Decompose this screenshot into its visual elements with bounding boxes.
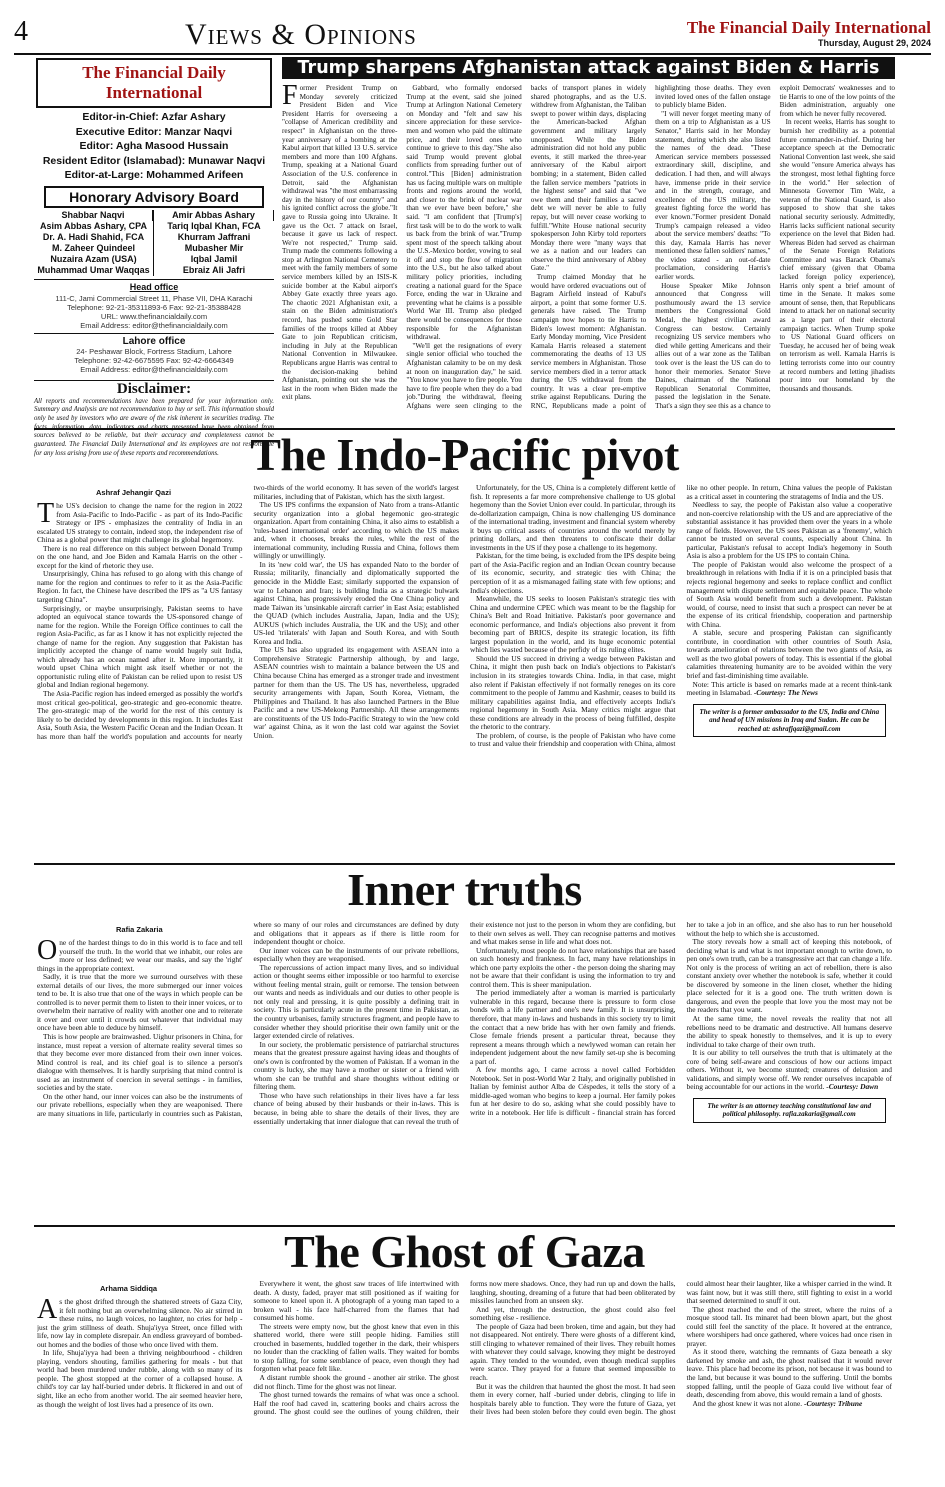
paragraph: A distant rumble shook the ground - another air strike. The ghost did not flinch. Time for the ghost was not linear.	[253, 1373, 459, 1391]
paragraph: ormer President Trump on Monday severely criticized President Biden and Vice President Harris for overseeing a "collapse of American credibility and respect" in Afghanistan on the three-year anniversary of a bombing at the Kabul airport that killed 13 U.S. service members and more than 100 Afghans. Trump, speaking at a National Guard Association of the U.S. conference in Detroit, said the Afghanistan withdrawal was "the most embarrassing day in the history of our country" and his ignited conflict across the globe."It gave to Russia going into Ukraine. It gave us the Oct. 7 attack on Israel, because it gave us lack of respect. We're not respected," Trump said. Trump made the comments following a stop at Arlington National Cemetery to meet with the family members of some service members killed by an ISIS-K suicide bomber at the Kabul airport's Abbey Gate exactly three years ago. The chaotic 2021 Afghanistan exit, a stain on the Biden administration's record, has pushed some Gold Star families of the troops killed at Abbey Gate to join Republican criticism, including in July at the Republican National Convention in Milwaukee. Republicans argue Harris was central to the decision-making behind Afghanistan, pointing out she was the last in the room when Biden made the exit plans.	[282, 84, 398, 402]
author-note: The writer is a former ambassador to the US, India and China and head of UN missions in Iraq and Sudan. He can be reached at: ashrafjqazi@gmail.com	[693, 704, 887, 738]
paragraph: At the same time, the novel reveals the reality that not all rebellions need to be dramatic and destructive. All humans deserve the ability to speak honestly to themselves, and it is up to every individual to take charge of their own truth.	[686, 1014, 892, 1049]
dropcap: F	[282, 84, 298, 111]
closing-note: Note: This article is based on remarks made at a recent think-tank meeting in Islamabad.	[686, 679, 892, 698]
board-member: Tariq Iqbal Khan, FCA	[167, 220, 261, 231]
paragraph: Unfortunately, most people do not have relationships that are based on such honesty and frankness. In fact, many have relationships in which one party exploits the other - the person doing the sharing may not be aware that their confidant is using the information to try and control them. This is sheer manipulation.	[470, 945, 676, 989]
editor-line: Editor-at-Large: Mohammed Arifeen	[64, 169, 244, 181]
author-note: The writer is an attorney teaching constitutional law and political philosophy. rafia.zakaria@gmail.com	[693, 1098, 887, 1123]
paragraph: Unfortunately, for the US, China is a completely different kettle of fish. It represents a far more comprehensive challenge to US global hegemony than the Soviet Union ever could. In particular, through its de-dollarization campaign, China is now challenging US dominance of the international trading, investment and financial system whereby it buys up critical assets of countries around the world merely by printing dollars, and then threatens to confiscate their dollar investments in the US if they pose a challenge to its hegemony.	[470, 484, 676, 552]
editor-line: Editor: Agha Masood Hussain	[79, 140, 229, 152]
paragraph: There is no real difference on this subject between Donald Trump on the one hand, and Joe Biden and Kamala Harris on the other - except for the kind of rhetoric they use.	[37, 543, 243, 570]
paragraph: On the other hand, our inner voices can also be the instruments of our private rebellions, especially when they are weaponised. There are many situations in life, particularly in countries such as Pakistan, where so many of our roles and circumstances are defined by duty and obligations that it appears as if there is little room for independent thought or choice.	[37, 921, 459, 1118]
paragraph: Those who have such relationships in their lives have a far less chance of being abused by their husbands or their in-laws. This is because, in being able to share the details of their lives, they are essentially undertaking that inner dialogue that can reveal the truth of their existence not just to the person in whom they are confiding, but to their own selves as well. They can recognise patterns and motives and what makes sense in life and what does not.	[253, 921, 676, 1126]
paragraph: The period immediately after a woman is married is particularly vulnerable in this regard, because there is pressure to form close bonds with a life partner and one's new family. It is unsurprising, therefore, that many in-laws and husbands in this society try to limit the contact that a new bride has with her own family and friends. Close female friends present a particular threat, because they represent a means through which a newlywed woman can retain her independent judgement about the new family set-up she is becoming a part of.	[470, 988, 676, 1066]
paragraph: Surprisingly, or maybe unsurprisingly, Pakistan seems to have adopted an equivocal stance towards the US-sponsored change of name for the region. While the Foreign Office continues to call the region Asia-Pacific, as far as I know it has not explicitly rejected the change of name for the region. Any suggestion that Pakistan has implicitly accepted the change of name would hugely suit India, which already has an ocean named after it. More importantly, it would upset China which might ask itself whether or not the opportunistic ruling elite of Pakistan can be relied upon to resist US global and Indian regional hegemony.	[37, 603, 243, 690]
board-member: M. Zaheer Quindeel	[51, 242, 136, 253]
disclaimer-text: All reports and recommendations have been prepared for your information only. Summary and Analysis are not recommendation to buy or sell. This information should only be used by investors who are aware of the risk inherent in securities trading. The sources believed to be reliable, but their accuracy and completeness cannot be guaranteed. The Financial Daily International and its employees are not responsible for any loss arising from use of these reports and recommendations.	[34, 397, 274, 457]
courtesy: -Courtesy: The News	[753, 688, 818, 698]
indo-headline: The Indo-Pacific pivot	[250, 429, 679, 480]
address-line: 24- Peshawar Block, Fortress Stadium, Lahore	[76, 346, 232, 356]
head-office-address	[34, 294, 274, 334]
paragraph: The ghost reached the end of the street, where the ruins of a mosque stood tall. Its minaret had been blown apart, but the ghost could still feel the sanctity of the place. It hovered at the entrance, where worshipers had once gathered, where voices had once risen in prayer.	[686, 1304, 892, 1348]
dropcap: O	[37, 935, 58, 966]
paragraph: Needless to say, the people of Pakistan also value a cooperative and non-coercive relationship with the US and are appreciative of the substantial assistance it has provided them over the years in a whole range of fields. However, the US sees Pakistan as a 'frenemy', which cannot be trusted on several counts, especially about China. In particular, Pakistan's refusal to accept India's hegemony in South Asia is also a problem for the US IPS to contain China.	[686, 500, 892, 561]
board-member: Amir Abbas Ashary	[154, 210, 274, 221]
board-member: Asim Abbas Ashary, CPA	[39, 220, 148, 231]
address-line: 111-C, Jami Commercial Street 11, Phase VII, DHA Karachi	[55, 293, 253, 303]
courtesy: -Courtesy: Dawn	[826, 1082, 879, 1092]
paragraph: The streets were empty now, but the ghost knew that even in this shattered world, there were still people hiding. Families still crouched in basements, huddled together in the dark, their whispers no louder than the crackling of fallen walls. They waited for bombs to stop falling, for some semblance of peace, even though they had forgotten what peace felt like.	[253, 1321, 459, 1374]
advisory-board-title: Honorary Advisory Board	[44, 186, 264, 208]
paragraph: A stable, secure and prospering Pakistan can significantly contribute, in coordination with other countries of South Asia, towards amelioration of relations between the two giants of Asia, as well as the two global powers of today. This is essential if the global calamities threatening humanity are to be avoided within the very brief and fast-diminishing time available.	[686, 628, 892, 681]
editor-line: Executive Editor: Manzar Naqvi	[75, 125, 233, 138]
masthead-box	[34, 58, 274, 457]
editor-line: Resident Editor (Islamabad): Munawar Naqvi	[42, 154, 266, 167]
paragraph: The problem, of course, is the people of Pakistan who have come to trust and value their friendship and cooperation with China, almost like no other people. In return, China values the people of Pakistan as a critical asset in countering the stratagems of India and the US.	[470, 484, 892, 749]
inner-article-body	[37, 921, 892, 1220]
paragraph: In recent weeks, Harris has sought to burnish her credibility as a potential future commander-in-chief. During her acceptance speech at the Democratic National Convention last week, she said she would "ensure America always has the strongest, most lethal fighting force in the world." Her selection of Minnesota Governor Tim Walz, a veteran of the National Guard, is also supposed to show that she takes national security seriously. Admittedly, Harris lacks sufficient national security experience on the level that Biden had. Whereas Biden had served as chairman of the Senate Foreign Relations Committee and was Barack Obama's chief emissary (given that Obama lacked foreign policy experience), Harris only spent a brief amount of time in the Senate. It makes some amount of sense, then, that Republicans intend to attack her on national security as a large part of their electoral campaign tactics. When Trump spoke to US National Guard officers on Tuesday, he accused her of being weak on terrorism as well. Kamala Harris is letting terrorists come into our country at record numbers and letting jihadists pour into our homeland by the thousands and thousands.	[779, 118, 895, 393]
disclaimer-title: Disclaimer:	[34, 380, 274, 398]
board-member: Dr. A. Hadi Shahid, FCA	[42, 231, 145, 242]
editor-line: Editor-in-Chief: Azfar Ashary	[82, 111, 226, 123]
paragraph: The Asia-Pacific region has indeed emerged as possibly the world's most critical geo-political, geo-strategic and geo-economic theatre. The geo-strategic map of the world for the rest of this century is likely to be decided by developments in this region. It includes East Asia, South Asia, the Western Pacific Ocean and the Indian Ocean. It has more than half the world's population and accounts for nearly two-thirds of the world economy. It has seven of the world's largest militaries, including that of Pakistan, which has the sixth largest.	[37, 484, 459, 741]
paragraph: Sadly, it is true that the more we surround ourselves with these external details of our lives, the more submerged our inner voices tend to be. It is also true that one of the ways in which people can be controlled is to never permit them to listen to their inner voices, or to overwhelm their narrative of reality with another one and to reiterate it over and over until it crowds out whatever that individual may once have been able to deduce by himself.	[37, 972, 243, 1033]
paragraph: In our society, the problematic persistence of patriarchal structures means that the greatest pressure against having ideas and thoughts of one's own is confronted by the women of Pakistan. If a woman in the country is lucky, she may have a mother or sister or a friend with whom she can be truthful and share thoughts without editing or filtering them.	[253, 1039, 459, 1092]
paragraph: The US has also upgraded its engagement with ASEAN into a Comprehensive Strategic Partnership although, by and large, ASEAN countries wish to maintain a balance between the US and China because China has emerged as a stronger trade and investment partner for them than the US. The US has, nevertheless, upgraded security arrangements with Japan, South Korea, Vietnam, the Philippines and Thailand. It has also launched Partners in the Blue Pacific and a new US-Mekong Partnership. All these arrangements are constituents of the US Indo-Pacific Strategy to win the 'new cold war' against China, as it won the last cold war against the Soviet Union.	[253, 645, 459, 740]
paragraph: It is our ability to tell ourselves the truth that is ultimately at the core of being self-aware and conscious of how our actions impact others. Without it, we become stunted; creatures of delusion and validations, and simply worse off. We render ourselves incapable of being accountable for our actions in the world.	[686, 1048, 892, 1092]
paragraph: A few months ago, I came across a novel called Forbidden Notebook. Set in post-World War 2 Italy, and originally published in Italian by feminist author Alba de Céspedes, it tells the story of a middle-aged woman who begins to keep a journal. Her family pokes fun at her desire to do so, asking what she could possibly have to write in a notebook. Her life is difficult - financial strain has forced her to take a job in an office, and she also has to run her household without the help to which she is accustomed.	[470, 921, 892, 1118]
paragraph: House Speaker Mike Johnson announced that Congress will posthumously award the 13 service members the Congressional Gold Medal, the highest civilian award Congress can bestow. Certainly recognizing US service members who died while getting Americans and their allies out of a war zone as the Taliban took over is the least the US can do to honor their memories. Senator Steve Daines, chairman of the National Republican Senatorial Committee, passed the legislation in the Senate. That's a sign they see this as a chance to exploit Democrats' weaknesses and to tie Harris to one of the low points of the Biden administration, arguably one from which he never fully recovered.	[655, 84, 895, 410]
paragraph: But it was the children that haunted the ghost the most. It had seen them in every corner, half -buried under debris, clinging to life in hospitals barely able to function. They were the future of Gaza, yet their lives had been stolen before they could even begin. The ghost could almost hear their laughter, like a whisper carried in the wind. It was faint now, but it was still there, still fighting to exist in a world that seemed determined to snuff it out.	[470, 1280, 892, 1417]
address-line: Email Address: editor@thefinancialdaily.com	[80, 320, 228, 330]
paragraph: ne of the hardest things to do in this world is to face and tell yourself the truth. In the world that we inhabit, our roles are more or less defined; we wear our masks, and say the 'right' things in the appropriate context.	[37, 938, 243, 973]
paragraph: "We'll get the resignations of every single senior official who touched the Afghanistan calamity to be on my desk at noon on inauguration day," he said. "You know you have to fire people. You have to fire people when they do a bad job."During the withdrawal, fleeing Afghans were seen clinging to the backs of transport planes in widely shared photographs, and as the U.S. withdrew from Afghanistan, the Taliban swept to power within days, displacing the American-backed Afghan government and military largely unopposed. While the Biden administration did not hold any public events, it still marked the three-year anniversary of the Kabul airport bombing; in a statement, Biden called the fallen service members "patriots in the highest sense" and said that "we owe them and their families a sacred debt we will never be able to fully repay, but will never cease working to fulfill."White House national security spokesperson John Kirby told reporters Monday there were "many ways that we as a nation and our leaders can observe the third anniversary of Abbey Gate."	[406, 84, 647, 410]
paragraph: Meanwhile, the US seeks to loosen Pakistan's strategic ties with China and undermine CPEC which was meant to be the flagship for China's Belt and Road Initiative. Pakistan's poor governance and economic performance, and India's objections also prevent it from becoming part of BRICS, despite its strategic location, its fifth largest population in the world, and its huge economic potential which lies wasted because of the perfidy of its ruling elites.	[470, 594, 676, 655]
paragraph: The people of Pakistan would also welcome the prospect of a breakthrough in relations with India if it is on a principled basis that rejects regional hegemony and seeks to replace conflict and conflict management with dispute settlement and equitable peace. The whole of South Asia would benefit from such a development. Pakistan would, of course, need to insist that such a prospect can never be at the expense of its critical friendship, cooperation and partnership with China.	[686, 559, 892, 629]
paragraph: Everywhere it went, the ghost saw traces of life intertwined with death. A dusty, faded, prayer mat still positioned as if waiting for someone to kneel upon it. A photograph of a young man taped to a broken wall - his face half-charred from the flames that had consumed his home.	[253, 1280, 459, 1323]
gaza-headline: The Ghost of Gaza	[284, 1226, 645, 1277]
trump-headline: Trump sharpens Afghanistan attack against Biden & Harris	[282, 57, 895, 79]
indo-byline: Ashraf Jehangir Qazi	[96, 488, 172, 497]
inner-byline: Rafia Zakaria	[116, 925, 163, 934]
gaza-article-body	[37, 1280, 892, 1480]
paragraph: Gabbard, who formally endorsed Trump at the event, said she joined Trump at Arlington National Cemetery on Monday and "felt and saw his sincere appreciation for these service-men and women who paid the ultimate price, and their loved ones who continue to grieve to this day."She also said Trump would prevent global conflicts from spreading further out of control."This [Biden] administration has us facing multiple wars on multiple fronts and regions around the world, and closer to the brink of nuclear war than we ever have been before," she said. "I am confident that [Trump's] first task will be to do the work to walk us back from the brink of war."Trump spent most of the speech talking about the U.S.-Mexico border, vowing to seal it off and stop the flow of migration into the U.S., but he also talked about military policy priorities, including creating a national guard for the Space Force, ending the war in Ukraine and preventing what he claims is a possible World War III. Trump also pledged there would be consequences for those responsible for the Afghanistan withdrawal.	[406, 84, 522, 342]
board-column-left	[34, 210, 154, 276]
head-office-title: Head office	[129, 281, 179, 292]
dropcap: A	[37, 1294, 58, 1325]
dropcap: T	[37, 498, 55, 529]
paragraph: And the ghost knew it was not alone.	[692, 1398, 803, 1408]
board-member: Ebraiz Ali Jafri	[182, 264, 246, 275]
address-line: Telephone: 92-42-6675595 Fax: 92-42-6664349	[74, 355, 234, 365]
address-line: URL: www.thefinancialdaily.com	[100, 311, 208, 321]
masthead-title: The Financial Daily International	[36, 58, 272, 108]
courtesy: -Courtesy: Tribune	[803, 1398, 863, 1408]
trump-article-body	[282, 84, 895, 424]
paragraph: And yet, through the destruction, the ghost could also feel something else - resilience.	[470, 1304, 676, 1323]
paragraph: As it stood there, watching the remnants of Gaza beneath a sky darkened by smoke and ash, the ghost realised that it would never leave. This place had become its prison, not because it was bound to the land, but because it was bound to the suffering. Until the bombs stopped falling, until the people of Gaza could live without fear of death, descending from above, this would remain a land of ghosts.	[686, 1347, 892, 1400]
advisory-board-list	[34, 210, 274, 280]
issue-date: Thursday, August 29, 2024	[817, 38, 931, 48]
gaza-byline: Arhama Siddiqa	[100, 1284, 158, 1293]
inner-headline: Inner truths	[347, 864, 582, 915]
page-number: 4	[14, 16, 28, 47]
section-title: Views & Opinions	[185, 18, 417, 51]
indo-article-body	[37, 484, 892, 858]
paragraph: This is how people are brainwashed. Uighur prisoners in China, for instance, must repeat a version of alternate reality several times so that they become ever more distanced from their own inner voices. Mind control is real, and its chief goal is to silence a person's dialogue with themselves. It is hardly surprising that mind control is used as an instrument of coercion in several settings - in families, societies and by the state.	[37, 1032, 243, 1093]
board-member: Nuzaira Azam (USA)	[50, 253, 137, 264]
board-member: Muhammad Umar Waqqas	[37, 264, 150, 275]
paragraph: The repercussions of action impact many lives, and so individual action or thought seems either impossible or too harmful to exercise without feeling mental strain, guilt or remorse. The tension between our wants and needs as individuals and our duties to other people is not only real and pressing, it is quite possibly a defining trait in society. This is particularly acute in the present time in Pakistan, as the country urbanises, family structures fragment, and people have to consider whether they should prioritise their own family unit or the larger extended circle of relatives.	[253, 962, 459, 1041]
address-line: Email Address: editor@thefinancialdaily.com	[80, 364, 228, 374]
paragraph: The people of Gaza had been broken, time and again, but they had not disappeared. Not entirely. There were ghosts of a different kind, still clinging to whatever remained of their lives. They rebuilt homes with whatever they could salvage, knowing they might be destroyed again. They tended to the wounded, even though medical supplies were scarce. They prayed for a future that seemed impossible to reach.	[470, 1321, 676, 1383]
paragraph: Our inner voices can be the instruments of our private rebellions, especially when they are weaponised.	[253, 945, 459, 964]
paragraph: The story reveals how a small act of keeping this notebook, of deciding what is and what is not important enough to write down, to pen one's own truth, can be a transgressive act that can change a life. Not only is the process of writing an act of rebellion, there is also constant anxiety over whether the notebook is safe, whether it could be discovered by someone in the linen closet, whether the hiding place selected for it is a good one. The truth written down is dangerous, and even the people that love you the most may not be the readers that you want.	[686, 937, 892, 1015]
paragraph: s the ghost drifted through the shattered streets of Gaza City, it felt nothing but an overwhelming silence. No air stirred in these ruins, no laugh voices, no laughter, no cries for help - just the grim stillness of death. Shuja'iyya Street, once filled with life, now lay in complete disrepair. An endless graveyard of bombed-out homes and the bodies of those who once lived with them.	[37, 1297, 243, 1349]
address-line: Telephone: 92-21-35311893-6 Fax: 92-21-35388428	[67, 302, 241, 312]
lahore-office-title: Lahore office	[122, 335, 186, 347]
paragraph: Unsurprisingly, China has refused to go along with this change of name for the region and continues to refer to it as the Asia-Pacific Region. In fact, the Chinese have described the IPS as "a US fantasy targeting China".	[37, 569, 243, 605]
paragraph: In life, Shuja'iyya had been a thriving neighbourhood - children playing, vendors shouting, families gathering for meals - but that world had been murdered under rubble, along with so many of its people. The ghost stopped at the corner of a collapsed house. A child's toy car lay half-buried under debris. It flickered in and out of sight, like an echo from another world. The air seemed heavier here, as though the weight of lost lives had a presence of its own.	[37, 1348, 243, 1409]
header-rule	[14, 53, 931, 55]
board-member: Iqbal Jamil	[190, 253, 238, 264]
paragraph: Trump claimed Monday that he would have ordered evacuations out of Bagram Airfield instead of Kabul's airport, a point that some former U.S. generals have raised. The Trump campaign now hopes to tie Harris to Biden's lowest moment: Afghanistan. Early Monday morning, Vice President Kamala Harris released a statement commemorating the deaths of 13 US service members in Afghanistan. Those service members died in a terror attack during the US withdrawal from the country. It was a clear pre-emptive strike against Republicans. During the RNC, Republicans made a point of highlighting those deaths. They even invited loved ones of the fallen onstage to publicly blame Biden.	[530, 84, 771, 410]
paragraph: he US's decision to change the name for the region in 2022 from Asia-Pacific to Indo-Pacific - as part of its Indo-Pacific Strategy or IPS - emphasizes the centrality of India in an escalated US strategy to contain, indeed stop, the independent rise of China as a global power that might challenge its global hegemony.	[37, 501, 243, 545]
board-member: Mubasher Mir	[184, 242, 244, 253]
board-member: Shabbar Naqvi	[34, 210, 153, 221]
paragraph: The ghost turned towards the remains of what was once a school. Half the roof had caved in, scattering books and chairs across the ground. The ghost could see the outlines of young children, their forms now mere shadows. Once, they had run up and down the halls, laughing, shouting, dreaming of a future that had been obliterated by missiles launched from an unseen sky.	[253, 1280, 676, 1417]
board-column-right	[154, 210, 274, 276]
paragraph: Pakistan, for the time being, is excluded from the IPS despite being part of the Asia-Pacific region and an Indian Ocean country because of its economic, security, and strategic ties with China; the perception of it as a mismanaged failing state with few options; and India's objections.	[470, 551, 676, 595]
editors-list	[34, 110, 274, 183]
paragraph: "I will never forget meeting many of them on a trip to Afghanistan as a US Senator," Harris said in her Monday statement, during which she also listed the names of the dead. "These American service members possessed extraordinary skill, discipline, and dedication. I had then, and will always have, immense pride in their service and in the strength, courage, and excellence of the US military, the greatest fighting force the world has ever known."Former president Donald Trump's campaign released a video about the service members' deaths: "To this day, Kamala Harris has never mentioned these fallen soldiers' names," the video stated - an out-of-date proclamation, considering Harris's earlier words.	[655, 109, 771, 282]
lahore-office-address	[34, 347, 274, 377]
board-member: Khurram Jaffrani	[177, 231, 251, 242]
paragraph: In its 'new cold war', the US has expanded Nato to the border of Russia; militarily, financially and diplomatically supported the genocide in the Middle East; similarly supported the expansion of war to Lebanon and Iran; is building India as a strategic bulwark against China, has progressively eroded the One China policy and made Taiwan its 'unsinkable aircraft carrier' in East Asia; established the QUAD (which includes Australia, Japan, India and the US); AUKUS (which includes Australia, the UK and the US); and other US-led 'trilaterals' with Japan and South Korea, and with South Korea and India.	[253, 559, 459, 646]
paragraph: Should the US succeed in driving a wedge between Pakistan and China, it might then push back on India's objections to Pakistan's inclusion in its strategies towards China. India, in that case, might also relent if Pakistan effectively if not formally reneges on its core commitment to the people of Jammu and Kashmir, ceases to build its military capabilities against India, and effectively accepts India's regional hegemony in South Asia. Many critics might argue that these conditions are already in the process of being fulfilled, despite the rhetoric to the contrary.	[470, 653, 676, 732]
paragraph: The US IPS confirms the expansion of Nato from a trans-Atlantic security organization into a global hegemonic geo-strategic organization. Apart from containing China, it also aims to establish a 'rules-based international order' according to which the US makes and, when it chooses, breaks the rules, while the rest of the international community, including Russia and China, follows them willingly or unwillingly.	[253, 500, 459, 561]
paper-name: The Financial Daily International	[686, 18, 931, 37]
